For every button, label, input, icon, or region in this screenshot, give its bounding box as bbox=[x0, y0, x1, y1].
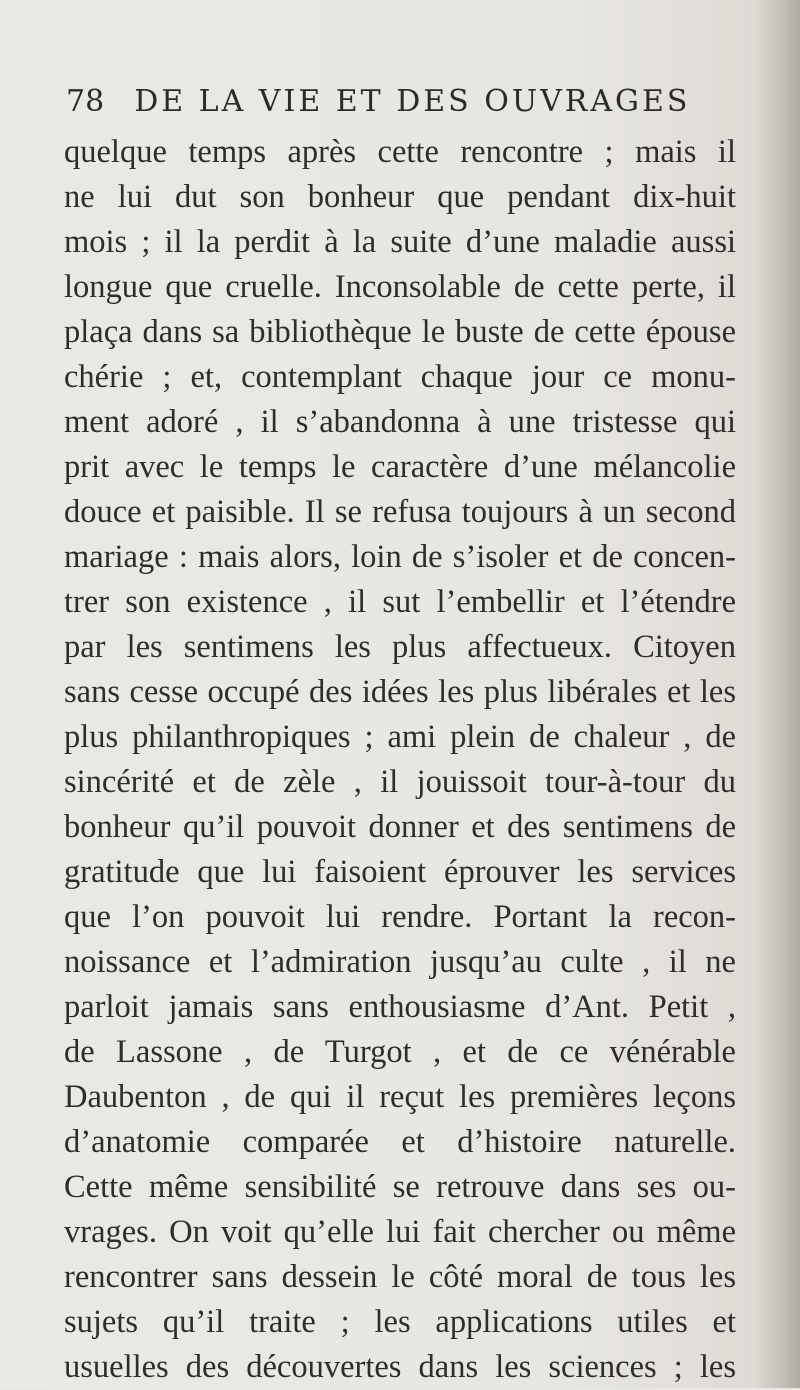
page-number: 78 bbox=[66, 84, 105, 119]
text-line: vrages. On voit qu’elle lui fait chercher ou même bbox=[64, 1214, 736, 1250]
text-line: noissance et l’admiration jusqu’au culte , il ne bbox=[64, 944, 736, 980]
text-line: quelque temps après cette rencontre ; mais il bbox=[64, 134, 736, 170]
text-line: bonheur qu’il pouvoit donner et des sentimens de bbox=[64, 809, 736, 845]
text-line: d’anatomie comparée et d’histoire naturelle. bbox=[64, 1124, 736, 1160]
text-line: trer son existence , il sut l’embellir et l’étendre bbox=[64, 584, 736, 620]
text-line: ne lui dut son bonheur que pendant dix-huit bbox=[64, 179, 736, 215]
text-line: rencontrer sans dessein le côté moral de tous les bbox=[64, 1259, 736, 1295]
text-line: parloit jamais sans enthousiasme d’Ant. Petit , bbox=[64, 989, 736, 1025]
text-line: longue que cruelle. Inconsolable de cette perte, il bbox=[64, 269, 736, 305]
text-line: plaça dans sa bibliothèque le buste de cette épouse bbox=[64, 314, 736, 350]
text-line: par les sentimens les plus affectueux. Citoyen bbox=[64, 629, 736, 665]
text-line: ment adoré , il s’abandonna à une tristesse qui bbox=[64, 404, 736, 440]
text-line: sans cesse occupé des idées les plus libérales et les bbox=[64, 674, 736, 710]
text-line: sujets qu’il traite ; les applications utiles et bbox=[64, 1304, 736, 1340]
text-line: usuelles des découvertes dans les sciences ; les bbox=[64, 1349, 736, 1385]
body-text bbox=[64, 130, 736, 1390]
text-line: Cette même sensibilité se retrouve dans ses ou- bbox=[64, 1169, 736, 1205]
text-line: sincérité et de zèle , il jouissoit tour-à-tour du bbox=[64, 764, 736, 800]
page-edge-shadow bbox=[756, 0, 800, 1388]
running-header bbox=[66, 78, 766, 126]
text-line: mois ; il la perdit à la suite d’une maladie aussi bbox=[64, 224, 736, 260]
text-line: Daubenton , de qui il reçut les premières leçons bbox=[64, 1079, 736, 1115]
text-line: mariage : mais alors, loin de s’isoler et de concen- bbox=[64, 539, 736, 575]
running-title: DE LA VIE ET DES OUVRAGES bbox=[134, 84, 691, 119]
text-line: chérie ; et, contemplant chaque jour ce monu- bbox=[64, 359, 736, 395]
text-line: gratitude que lui faisoient éprouver les services bbox=[64, 854, 736, 890]
text-line: prit avec le temps le caractère d’une mélancolie bbox=[64, 449, 736, 485]
text-line: douce et paisible. Il se refusa toujours à un second bbox=[64, 494, 736, 530]
text-line: de Lassone , de Turgot , et de ce vénérable bbox=[64, 1034, 736, 1070]
text-line: que l’on pouvoit lui rendre. Portant la recon- bbox=[64, 899, 736, 935]
text-line: plus philanthropiques ; ami plein de chaleur , de bbox=[64, 719, 736, 755]
